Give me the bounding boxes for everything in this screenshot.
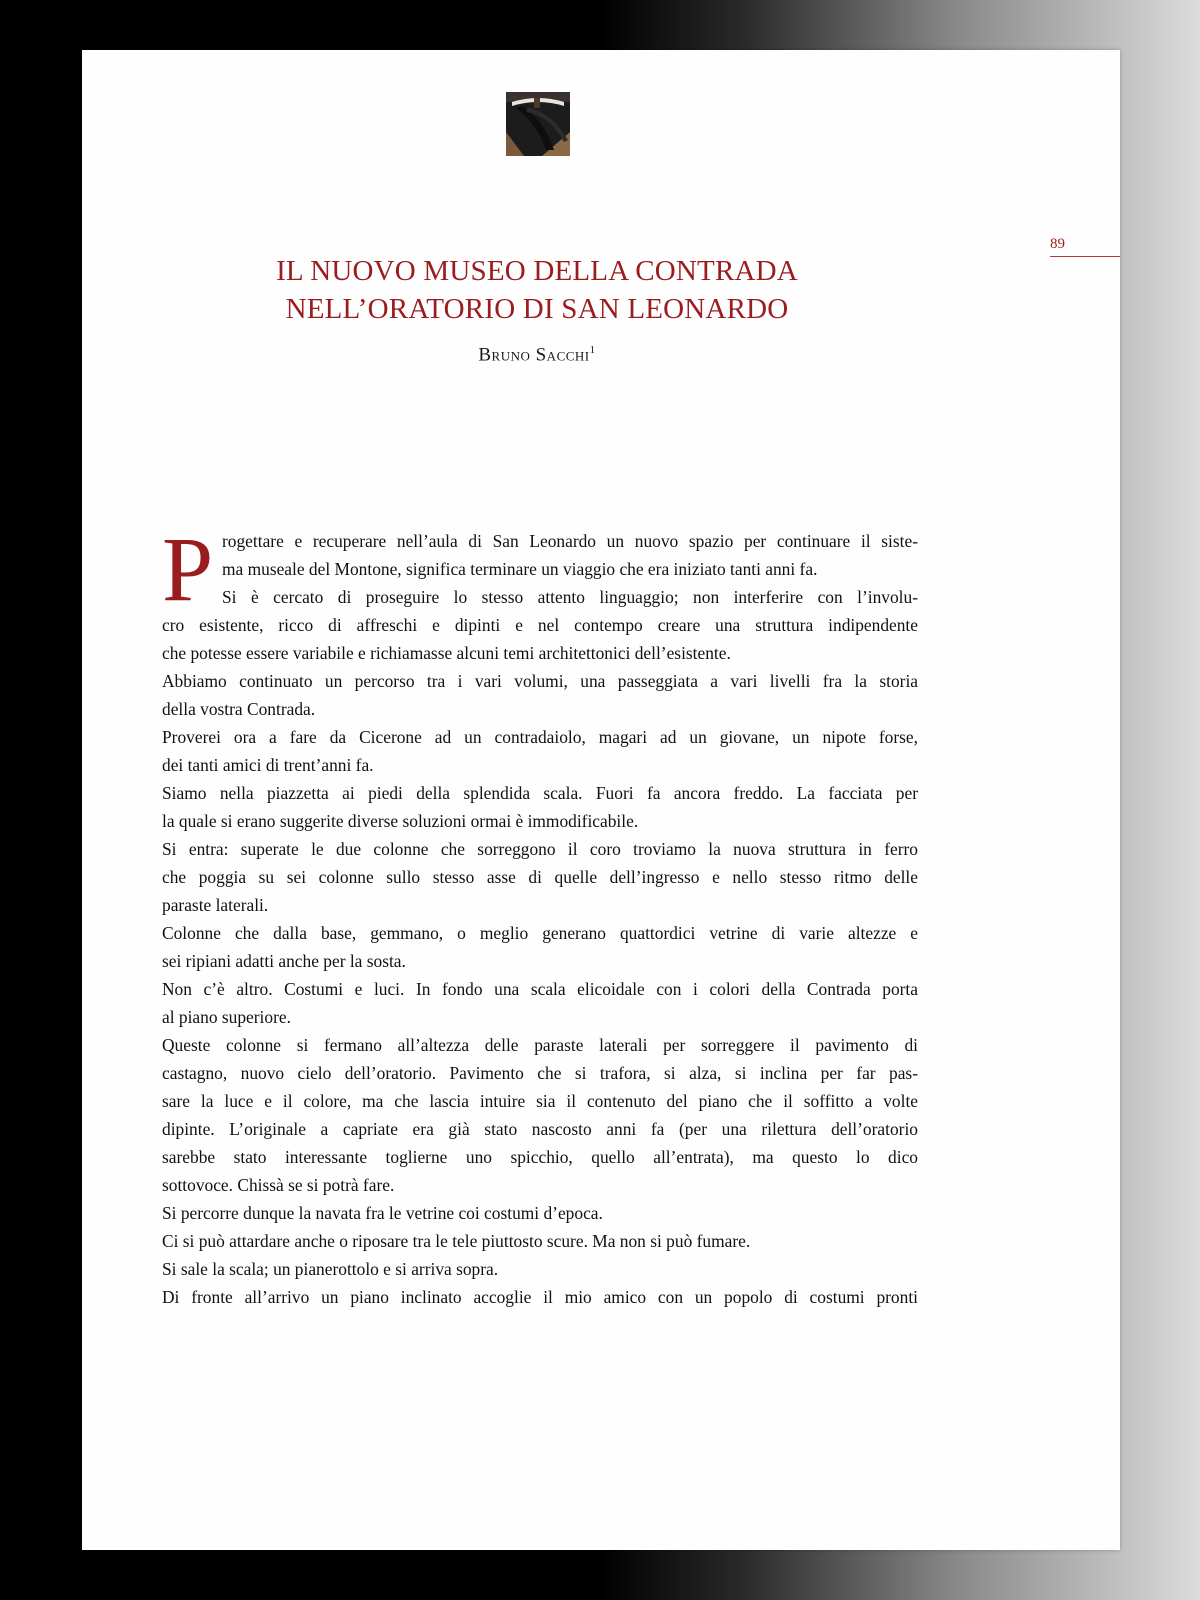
body-line: castagno, nuovo cielo dell’oratorio. Pavimento che si trafora, si alza, si inclina per far pas-	[162, 1063, 918, 1083]
body-line: Proverei ora a fare da Cicerone ad un contradaiolo, magari ad un giovane, un nipote forse,	[162, 727, 918, 747]
body-line: la quale si erano suggerite diverse soluzioni ormai è immodificabile.	[162, 811, 639, 831]
title-line-2: NELL’ORATORIO DI SAN LEONARDO	[285, 293, 789, 325]
body-line: Si entra: superate le due colonne che sorreggono il coro troviamo la nuova struttura in ferro	[162, 839, 918, 859]
body-line: ma museale del Montone, significa terminare un viaggio che era iniziato tanti anni fa.	[222, 559, 818, 579]
title-line-1: IL NUOVO MUSEO DELLA CONTRADA	[276, 255, 798, 287]
body-line: Colonne che dalla base, gemmano, o meglio generano quattordici vetrine di varie altezze e	[162, 923, 918, 943]
body-line: paraste laterali.	[162, 895, 269, 915]
body-line: sottovoce. Chissà se si potrà fare.	[162, 1175, 395, 1195]
body-line: sei ripiani adatti anche per la sosta.	[162, 951, 406, 971]
footnote-mark: 1	[589, 344, 596, 356]
body-line: Si percorre dunque la navata fra le vetrine coi costumi d’epoca.	[162, 1203, 603, 1223]
body-line: Siamo nella piazzetta ai piedi della splendida scala. Fuori fa ancora freddo. La facciata per	[162, 783, 918, 803]
body-line: sare la luce e il colore, ma che lascia intuire sia il contenuto del piano che il soffitto a volte	[162, 1091, 918, 1111]
body-line: della vostra Contrada.	[162, 699, 316, 719]
article-body	[162, 518, 918, 1311]
body-line: che potesse essere variabile e richiamasse alcuni temi architettonici dell’esistente.	[162, 643, 731, 663]
body-line: Ci si può attardare anche o riposare tra le tele piuttosto scure. Ma non si può fumare.	[162, 1231, 751, 1251]
header-vignette-image	[506, 92, 570, 156]
body-line: al piano superiore.	[162, 1007, 291, 1027]
body-line: Non c’è altro. Costumi e luci. In fondo una scala elicoidale con i colori della Contrada porta	[162, 979, 918, 999]
drop-cap: P	[162, 518, 214, 620]
body-line: rogettare e recuperare nell’aula di San Leonardo un nuovo spazio per continuare il siste-	[222, 531, 918, 551]
body-line: che poggia su sei colonne sullo stesso asse di quelle dell’ingresso e nello stesso ritmo delle	[162, 867, 918, 887]
body-line: Di fronte all’arrivo un piano inclinato accoglie il mio amico con un popolo di costumi pronti	[162, 1287, 918, 1307]
body-line: Queste colonne si fermano all’altezza delle paraste laterali per sorreggere il pavimento di	[162, 1035, 918, 1055]
body-line: dei tanti amici di trent’anni fa.	[162, 755, 374, 775]
body-line: sarebbe stato interessante toglierne uno spicchio, quello all’entrata), ma questo lo dico	[162, 1147, 918, 1167]
body-line: Si è cercato di proseguire lo stesso attento linguaggio; non interferire con l’involu-	[222, 587, 918, 607]
body-line: dipinte. L’originale a capriate era già stato nascosto anni fa (per una rilettura dell’oratorio	[162, 1119, 918, 1139]
body-line: Si sale la scala; un pianerottolo e si arriva sopra.	[162, 1259, 499, 1279]
author-byline	[162, 344, 912, 366]
author-name: Bruno Sacchi	[478, 344, 590, 366]
body-line: cro esistente, ricco di affreschi e dipinti e nel contempo creare una struttura indipendente	[162, 615, 918, 635]
body-line: Abbiamo continuato un percorso tra i vari volumi, una passeggiata a vari livelli fra la storia	[162, 671, 918, 691]
article-title	[162, 252, 912, 328]
page-number: 89	[1050, 236, 1120, 257]
